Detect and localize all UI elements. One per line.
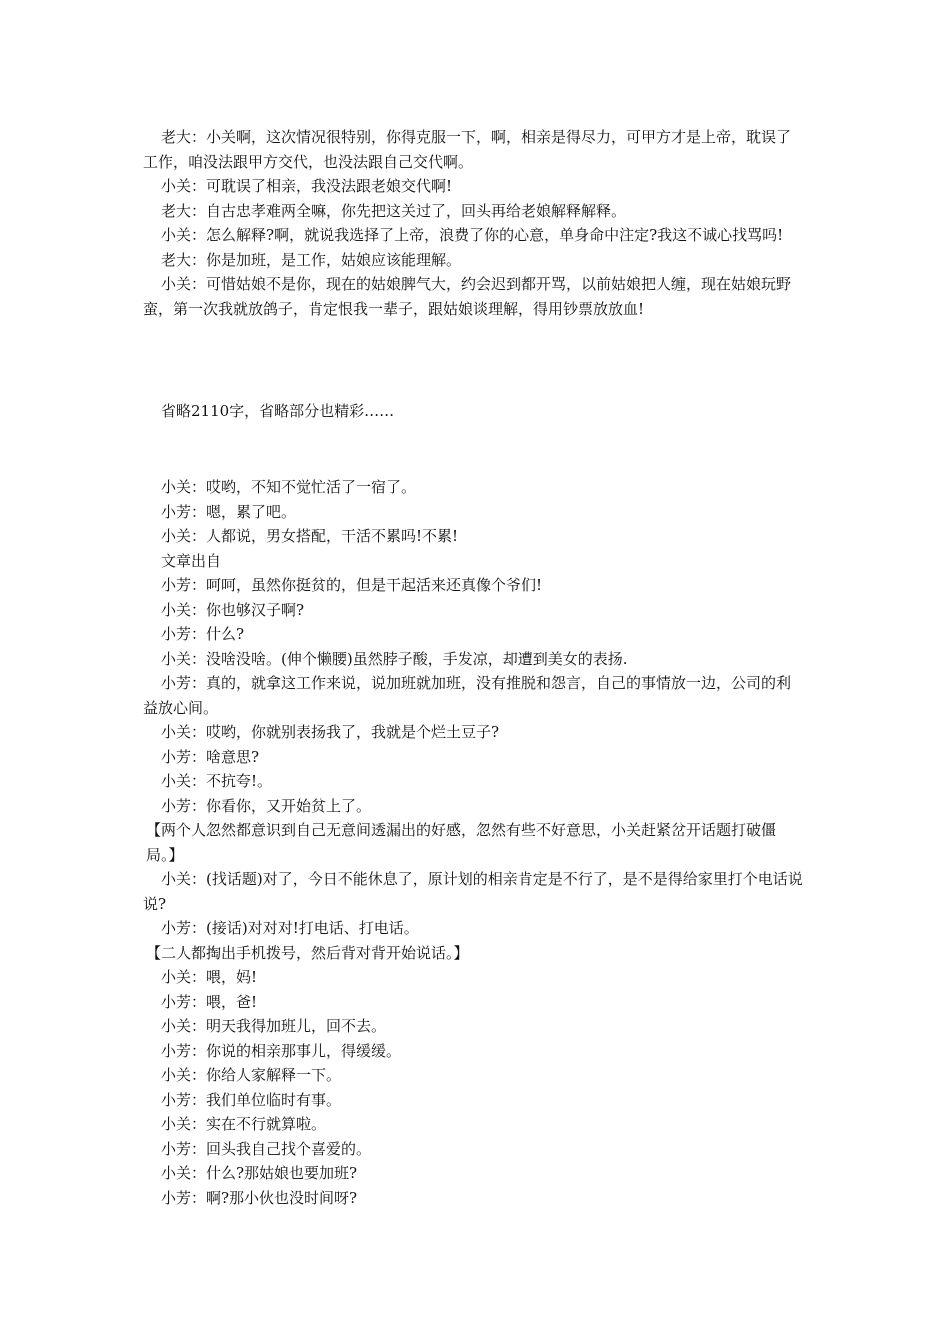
dialogue-line: 小芳：喂，爸! xyxy=(161,992,258,1011)
omission-note-section xyxy=(143,399,803,424)
dialogue-line: 小关：哎哟，你就别表扬我了，我就是个烂土豆子? xyxy=(161,723,500,741)
dialogue-line: 小关：没啥没啥。(伸个懒腰)虽然脖子酸，手发凉，却遭到美女的表扬. xyxy=(161,649,628,668)
stage-direction: 【二人都掏出手机拨号，然后背对背开始说话。】 xyxy=(146,943,469,962)
dialogue-line: 小关：喂，妈! xyxy=(161,968,258,986)
dialogue-line: 小关：什么?那姑娘也要加班? xyxy=(161,1164,358,1182)
dialogue-line: 老大：小关啊，这次情况很特别，你得克服一下，啊，相亲是得尽力，可甲方才是上帝，耽误了工作，咱没法跟甲方交代，也没法跟自己交代啊。 xyxy=(143,128,792,171)
dialogue-line: 小芳：啥意思? xyxy=(161,747,260,766)
dialogue-section-top xyxy=(143,125,803,321)
dialogue-line: 小关：可耽误了相亲，我没法跟老娘交代啊! xyxy=(161,177,453,195)
dialogue-line: 小芳：(接话)对对对!打电话、打电话。 xyxy=(161,919,419,937)
source-note: 文章出自 xyxy=(161,551,222,570)
dialogue-line: 老大：你是加班，是工作，姑娘应该能理解。 xyxy=(161,250,462,269)
dialogue-line: 小芳：你说的相亲那事儿，得缓缓。 xyxy=(161,1041,402,1060)
dialogue-line: 老大：自古忠孝难两全嘛，你先把这关过了，回头再给老娘解释解释。 xyxy=(161,201,627,220)
dialogue-line: 小芳：我们单位临时有事。 xyxy=(161,1090,342,1109)
dialogue-line: 小关：不抗夸!。 xyxy=(161,772,273,790)
dialogue-line: 小芳：呵呵，虽然你挺贫的，但是干起活来还真像个爷们! xyxy=(161,576,543,594)
dialogue-line: 小关：明天我得加班儿，回不去。 xyxy=(161,1017,387,1035)
dialogue-line: 小关：人都说，男女搭配，干活不累吗!不累! xyxy=(161,527,459,545)
dialogue-line: 小关：你给人家解释一下。 xyxy=(161,1066,342,1084)
dialogue-line: 小芳：啊?那小伙也没时间呀? xyxy=(161,1188,358,1207)
dialogue-line: 小芳：嗯，累了吧。 xyxy=(161,502,297,521)
omission-note: 省略2110字，省略部分也精彩…… xyxy=(161,402,395,420)
dialogue-line: 小关：哎哟，不知不觉忙活了一宿了。 xyxy=(161,478,417,496)
dialogue-line: 小芳：真的，就拿这工作来说，说加班就加班，没有推脱和怨言，自己的事情放一边，公司的利益放心间。 xyxy=(143,674,792,717)
dialogue-line: 小关：可惜姑娘不是你，现在的姑娘脾气大，约会迟到都开骂，以前姑娘把人缠，现在姑娘玩野蛮，第一次我就放鸽子，肯定恨我一辈子，跟姑娘谈理解，得用钞票放放血! xyxy=(143,275,792,318)
dialogue-line: 小芳：你看你，又开始贫上了。 xyxy=(161,796,372,815)
dialogue-line: 小芳：什么? xyxy=(161,625,245,643)
stage-direction: 【两个人忽然都意识到自己无意间透漏出的好感，忽然有些不好意思，小关赶紧岔开话题打破僵局。】 xyxy=(146,821,777,864)
dialogue-line: 小关：(找话题)对了，今日不能休息了，原计划的相亲肯定是不行了，是不是得给家里打个电话说说? xyxy=(143,870,803,913)
dialogue-line: 小关：实在不行就算啦。 xyxy=(161,1115,327,1133)
dialogue-line: 小芳：回头我自己找个喜爱的。 xyxy=(161,1139,372,1158)
dialogue-line: 小关：你也够汉子啊? xyxy=(161,600,305,619)
dialogue-line: 小关：怎么解释?啊，就说我选择了上帝，浪费了你的心意，单身命中注定?我这不诚心找骂吗! xyxy=(161,226,784,244)
dialogue-section-main xyxy=(143,475,803,1210)
